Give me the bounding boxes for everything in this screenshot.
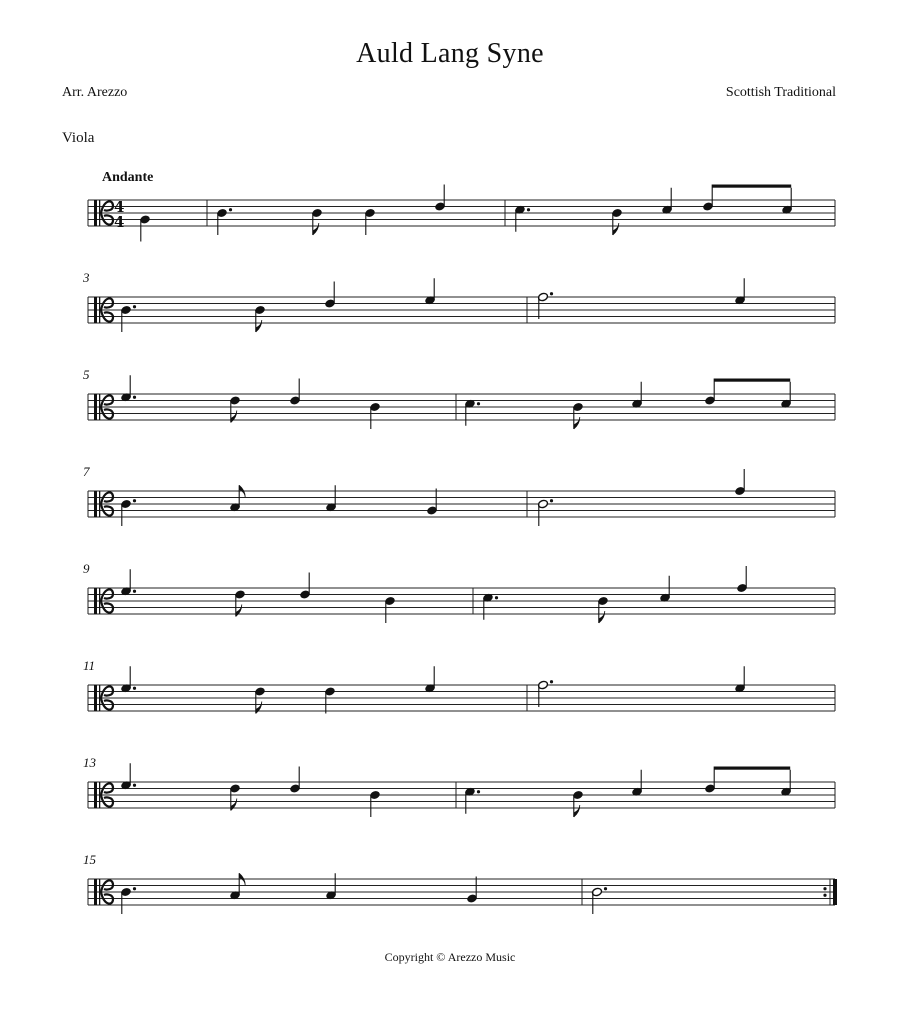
augmentation-dot [527,208,530,211]
beam [714,379,790,382]
alto-clef-icon [94,685,97,711]
alto-clef-icon [94,782,97,808]
eighth-flag [313,223,319,235]
alto-clef-icon [99,782,100,808]
eighth-flag [256,702,262,714]
augmentation-dot [133,590,136,593]
augmentation-dot [133,784,136,787]
eighth-flag [236,605,242,617]
staff-system [83,561,835,623]
staff-system [83,852,837,914]
eighth-flag [613,223,619,235]
beam [712,185,791,188]
augmentation-dot [495,596,498,599]
composer-credit: Scottish Traditional [725,85,836,100]
time-signature-top: 4 [114,198,125,216]
eighth-flag [256,320,262,332]
repeat-dot [823,894,826,897]
alto-clef-icon [94,200,97,226]
alto-clef-icon [99,491,100,517]
augmentation-dot [550,680,553,683]
piece-title: Auld Lang Syne [356,38,544,69]
measure-number: 13 [83,755,96,770]
staff-system [88,185,835,242]
time-signature-bottom: 4 [114,213,125,231]
augmentation-dot [133,396,136,399]
measure-number: 9 [83,561,90,576]
eighth-flag [231,799,237,811]
augmentation-dot [133,499,136,502]
augmentation-dot [550,292,553,295]
staff-system [83,464,835,526]
measure-number: 11 [83,658,96,673]
repeat-dot [823,887,826,890]
staff-system [83,755,835,817]
eighth-flag [574,417,580,429]
staff-system [83,658,835,714]
eighth-flag [574,805,580,817]
copyright-notice: Copyright © Arezzo Music [384,950,516,964]
alto-clef-icon [94,297,97,323]
alto-clef-icon [99,588,100,614]
alto-clef-icon [94,879,97,905]
augmentation-dot [133,887,136,890]
beam [714,767,790,770]
alto-clef-icon [99,879,100,905]
alto-clef-icon [94,394,97,420]
alto-clef-icon [94,588,97,614]
measure-number: 15 [83,852,96,867]
augmentation-dot [550,499,553,502]
measure-number: 3 [83,270,90,285]
final-barline [833,879,837,905]
alto-clef-icon [99,685,100,711]
instrument-name: Viola [62,130,95,146]
tempo-marking: Andante [102,170,154,185]
eighth-flag [599,611,605,623]
alto-clef-icon [94,491,97,517]
arranger-credit: Arr. Arezzo [62,85,128,100]
augmentation-dot [477,790,480,793]
measure-number: 5 [83,367,90,382]
augmentation-dot [133,687,136,690]
augmentation-dot [229,208,232,211]
augmentation-dot [133,305,136,308]
augmentation-dot [604,887,607,890]
staff-system [83,367,835,429]
staff-system [82,270,835,332]
augmentation-dot [477,402,480,405]
alto-clef-icon [99,297,100,323]
alto-clef-icon [99,394,100,420]
measure-number: 7 [83,464,90,479]
alto-clef-icon [99,200,100,226]
eighth-flag [231,411,237,423]
